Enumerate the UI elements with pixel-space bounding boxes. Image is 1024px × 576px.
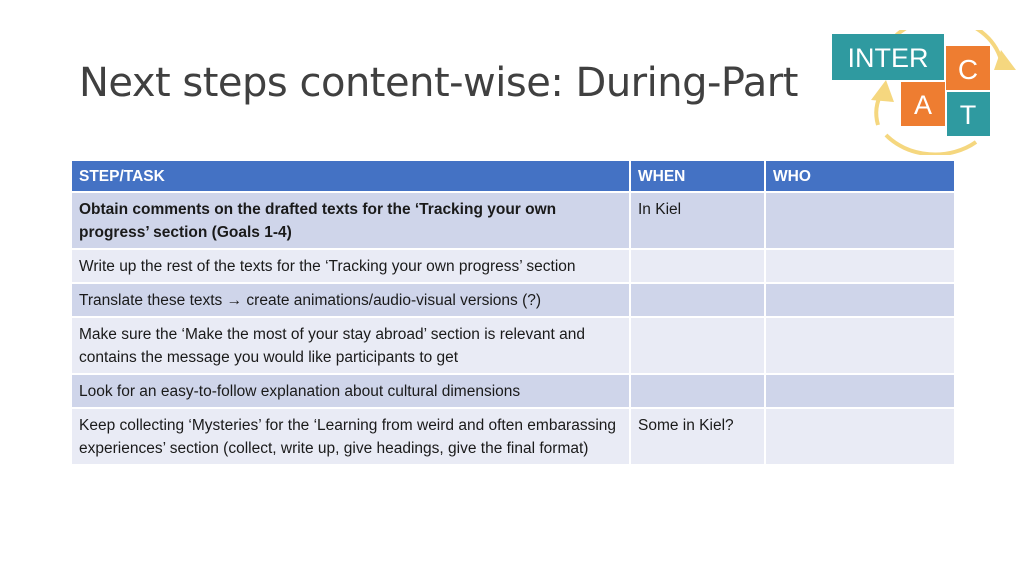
when-cell: Some in Kiel?	[630, 408, 765, 465]
who-cell	[765, 283, 955, 317]
who-cell	[765, 192, 955, 249]
intercat-logo	[826, 30, 1024, 155]
task-text-after: create animations/audio-visual versions (?)	[242, 292, 542, 309]
logo-t-text: T	[959, 100, 977, 130]
who-cell	[765, 249, 955, 283]
steps-table	[70, 159, 956, 466]
task-cell: Make sure the ‘Make the most of your stay abroad’ section is relevant and contains the message you would like participants to get	[71, 317, 630, 374]
who-cell	[765, 408, 955, 465]
when-cell: In Kiel	[630, 192, 765, 249]
table-row	[71, 249, 955, 283]
logo-inter-text: INTER	[847, 43, 929, 73]
task-cell: Obtain comments on the drafted texts for the ‘Tracking your own progress’ section (Goals 1-4)	[71, 192, 630, 249]
logo-arrowhead-left	[871, 80, 894, 102]
table-row	[71, 192, 955, 249]
task-cell: Keep collecting ‘Mysteries’ for the ‘Learning from weird and often embarassing experiences’ section (collect, write up, give headings, give the final format)	[71, 408, 630, 465]
table-row	[71, 374, 955, 408]
when-cell	[630, 283, 765, 317]
header-step-task: STEP/TASK	[71, 160, 630, 192]
right-arrow-icon: →	[226, 292, 243, 309]
header-when: WHEN	[630, 160, 765, 192]
who-cell	[765, 374, 955, 408]
when-cell	[630, 374, 765, 408]
table-header-row	[71, 160, 955, 192]
task-cell: Look for an easy-to-follow explanation about cultural dimensions	[71, 374, 630, 408]
table-row	[71, 283, 955, 317]
task-cell: Write up the rest of the texts for the ‘Tracking your own progress’ section	[71, 249, 630, 283]
who-cell	[765, 317, 955, 374]
logo-c-text: C	[957, 54, 979, 85]
when-cell	[630, 249, 765, 283]
table-row	[71, 317, 955, 374]
logo-a-text: A	[913, 90, 933, 120]
task-cell	[71, 283, 630, 317]
task-text-before: Translate these texts	[79, 292, 227, 309]
table-row	[71, 408, 955, 465]
header-who: WHO	[765, 160, 955, 192]
logo-arrow-bottom	[886, 135, 976, 154]
slide-title: Next steps content-wise: During-Part	[79, 60, 798, 106]
when-cell	[630, 317, 765, 374]
